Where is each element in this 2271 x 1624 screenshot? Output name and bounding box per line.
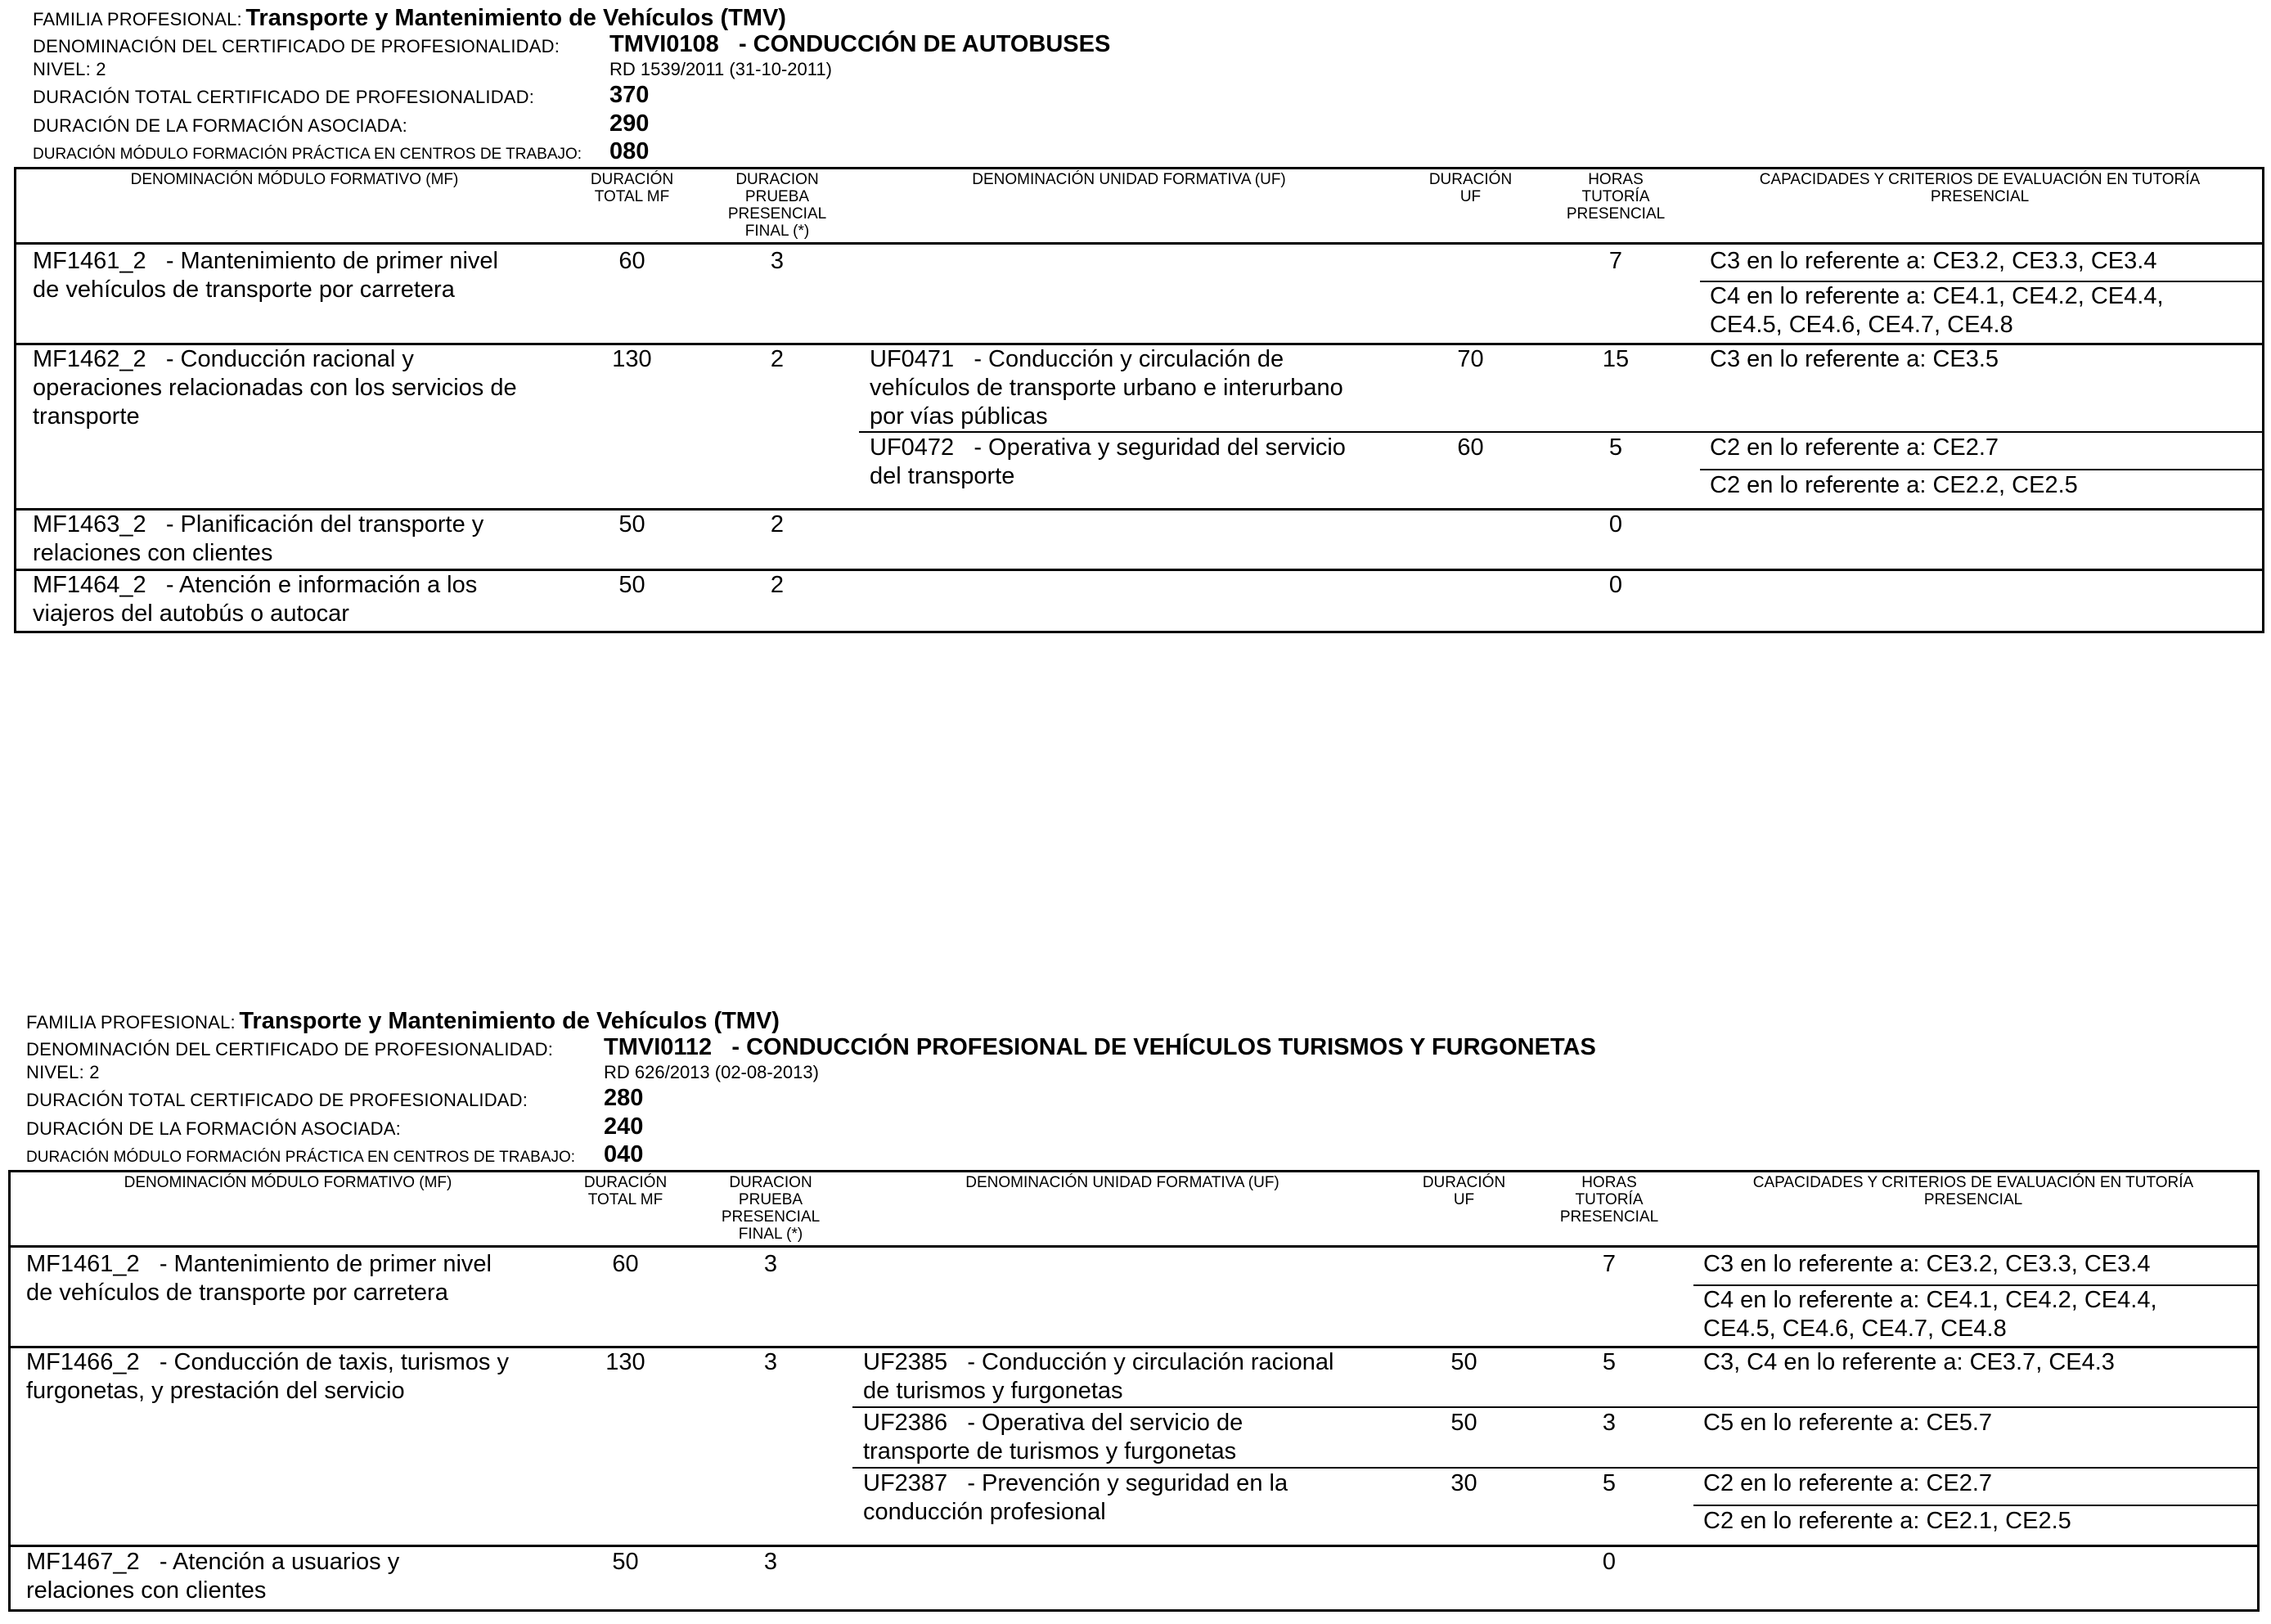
denominacion-label: DENOMINACIÓN DEL CERTIFICADO DE PROFESIONALIDAD: (26, 1039, 554, 1059)
uf-item (870, 434, 1393, 491)
mf-duration: 130 (612, 346, 652, 372)
duracion-formacion-label: DURACIÓN DE LA FORMACIÓN ASOCIADA: (26, 1118, 401, 1139)
header-horas: HORAS TUTORÍA PRESENCIAL (1559, 1174, 1659, 1226)
table-row (33, 247, 573, 304)
uf-name-cont: por vías públicas (870, 403, 1048, 430)
denominacion-label: DENOMINACIÓN DEL CERTIFICADO DE PROFESIONALIDAD: (33, 36, 560, 56)
familia-value: Transporte y Mantenimiento de Vehículos (TMV) (239, 1008, 780, 1034)
prueba-duration: 3 (763, 1251, 778, 1277)
uf-item (863, 1409, 1387, 1466)
uf-name: - Operativa del servicio de (967, 1410, 1243, 1436)
capacidad-text (1703, 1286, 2157, 1343)
cell-divider (1700, 469, 2264, 470)
cell-divider (859, 431, 2264, 433)
table-row (33, 345, 573, 431)
capacidad-text (1710, 282, 2164, 340)
uf-name: - Conducción y circulación de (974, 346, 1284, 372)
table-row (26, 1250, 566, 1307)
prueba-duration: 3 (763, 1349, 778, 1375)
mf-name: - Conducción racional y (165, 346, 414, 372)
capacidad-text: C2 en lo referente a: CE2.2, CE2.5 (1710, 472, 2078, 498)
nivel-label: NIVEL: 2 (26, 1062, 100, 1082)
tutoria-hours: 7 (1602, 1251, 1617, 1277)
certificate-title (604, 1034, 1596, 1061)
uf-name-cont: vehículos de transporte urbano e interurbano (870, 375, 1343, 401)
uf-name: - Prevención y seguridad en la (967, 1470, 1288, 1496)
duracion-formacion-value: 290 (609, 110, 650, 137)
capacidad-line: CE4.5, CE4.6, CE4.7, CE4.8 (1703, 1316, 2007, 1342)
mf-name-cont: de vehículos de transporte por carretera (33, 277, 455, 303)
table-row (33, 511, 573, 568)
uf-name-cont: del transporte (870, 463, 1015, 489)
certificate-code: TMVI0112 (604, 1034, 713, 1060)
header-duracion-mf: DURACIÓN TOTAL MF (583, 1174, 668, 1208)
uf-name-cont: transporte de turismos y furgonetas (863, 1438, 1237, 1464)
certificate-name: - CONDUCCIÓN PROFESIONAL DE VEHÍCULOS TURISMOS Y FURGONETAS (731, 1034, 1596, 1060)
mf-duration: 50 (612, 1549, 639, 1575)
table-row (33, 571, 573, 628)
uf-code: UF0472 (870, 434, 955, 461)
uf-code: UF0471 (870, 346, 955, 372)
header-uf: DENOMINACIÓN UNIDAD FORMATIVA (UF) (972, 171, 1286, 188)
familia-value: Transporte y Mantenimiento de Vehículos (TMV) (245, 5, 786, 31)
header-capacidades: CAPACIDADES Y CRITERIOS DE EVALUACIÓN EN TUTORÍA PRESENCIAL (1752, 1174, 2194, 1208)
header-divider (14, 242, 2264, 245)
mf-duration: 60 (618, 248, 645, 274)
tutoria-hours: 5 (1608, 434, 1623, 461)
tutoria-hours: 0 (1608, 572, 1623, 598)
header-duracion-uf: DURACIÓN UF (1428, 171, 1513, 205)
header-horas: HORAS TUTORÍA PRESENCIAL (1566, 171, 1666, 223)
uf-code: UF2387 (863, 1470, 948, 1496)
certificate-name: - CONDUCCIÓN DE AUTOBUSES (738, 31, 1111, 57)
capacidad-text: C3 en lo referente a: CE3.5 (1710, 346, 1999, 372)
cell-divider (1693, 1505, 2260, 1506)
header-mf: DENOMINACIÓN MÓDULO FORMATIVO (MF) (124, 1174, 452, 1191)
uf-code: UF2385 (863, 1349, 948, 1375)
capacidad-text: C3 en lo referente a: CE3.2, CE3.3, CE3.4 (1710, 248, 2157, 274)
mf-name: - Mantenimiento de primer nivel (165, 248, 498, 274)
mf-name: - Mantenimiento de primer nivel (159, 1251, 492, 1277)
prueba-duration: 2 (770, 346, 785, 372)
mf-name-cont: viajeros del autobús o autocar (33, 601, 349, 627)
mf-code: MF1466_2 (26, 1349, 140, 1375)
tutoria-hours: 5 (1602, 1470, 1617, 1496)
prueba-duration: 3 (763, 1549, 778, 1575)
mf-name: - Atención e información a los (165, 572, 478, 598)
tutoria-hours: 3 (1602, 1410, 1617, 1436)
cell-divider (852, 1467, 2260, 1469)
certificate-block-2 (0, 1008, 2271, 1623)
familia-row (26, 1008, 780, 1035)
uf-duration: 70 (1457, 346, 1484, 372)
uf-duration: 50 (1450, 1410, 1477, 1436)
mf-code: MF1461_2 (33, 248, 146, 274)
prueba-duration: 2 (770, 572, 785, 598)
capacidad-line: CE4.5, CE4.6, CE4.7, CE4.8 (1710, 312, 2013, 338)
duracion-practica-label: DURACIÓN MÓDULO FORMACIÓN PRÁCTICA EN CENTROS DE TRABAJO: (33, 146, 582, 163)
duracion-total-value: 280 (604, 1085, 644, 1111)
capacidad-text: C2 en lo referente a: CE2.7 (1710, 434, 1999, 461)
familia-row (33, 5, 786, 32)
capacidad-line: C4 en lo referente a: CE4.1, CE4.2, CE4.4, (1710, 283, 2164, 309)
duracion-total-value: 370 (609, 82, 650, 108)
header-duracion-uf: DURACIÓN UF (1422, 1174, 1506, 1208)
header-prueba: DURACION PRUEBA PRESENCIAL FINAL (*) (727, 171, 827, 240)
rd-value: RD 1539/2011 (31-10-2011) (609, 59, 832, 79)
row-divider (8, 1545, 2260, 1547)
certificate-code: TMVI0108 (609, 31, 719, 57)
mf-duration: 60 (612, 1251, 639, 1277)
uf-item (863, 1469, 1387, 1527)
capacidad-text: C5 en lo referente a: CE5.7 (1703, 1410, 1993, 1436)
tutoria-hours: 0 (1608, 511, 1623, 538)
duracion-practica-value: 080 (609, 138, 650, 164)
certificate-block-1 (0, 0, 2271, 638)
duracion-total-label: DURACIÓN TOTAL CERTIFICADO DE PROFESIONALIDAD: (26, 1090, 528, 1110)
mf-code: MF1463_2 (33, 511, 146, 538)
mf-name-cont: transporte (33, 403, 140, 430)
uf-duration: 60 (1457, 434, 1484, 461)
header-capacidades: CAPACIDADES Y CRITERIOS DE EVALUACIÓN EN TUTORÍA PRESENCIAL (1759, 171, 2201, 205)
uf-duration: 30 (1450, 1470, 1477, 1496)
mf-code: MF1467_2 (26, 1549, 140, 1575)
uf-item (863, 1348, 1387, 1406)
mf-name-cont: relaciones con clientes (26, 1577, 267, 1604)
capacidad-text: C3, C4 en lo referente a: CE3.7, CE4.3 (1703, 1349, 2115, 1375)
mf-name-cont: operaciones relacionadas con los servicios de (33, 375, 517, 401)
capacidad-text: C2 en lo referente a: CE2.1, CE2.5 (1703, 1508, 2071, 1534)
familia-label: FAMILIA PROFESIONAL: (33, 9, 242, 29)
certificate-title (609, 31, 1110, 58)
mf-code: MF1462_2 (33, 346, 146, 372)
prueba-duration: 2 (770, 511, 785, 538)
capacidad-text: C3 en lo referente a: CE3.2, CE3.3, CE3.4 (1703, 1251, 2151, 1277)
uf-name: - Operativa y seguridad del servicio (974, 434, 1346, 461)
tutoria-hours: 15 (1602, 346, 1630, 372)
cell-divider (852, 1406, 2260, 1408)
mf-duration: 50 (618, 572, 645, 598)
header-prueba: DURACION PRUEBA PRESENCIAL FINAL (*) (721, 1174, 821, 1243)
header-uf: DENOMINACIÓN UNIDAD FORMATIVA (UF) (965, 1174, 1279, 1191)
tutoria-hours: 0 (1602, 1549, 1617, 1575)
table-row (26, 1548, 566, 1605)
mf-name-cont: relaciones con clientes (33, 540, 273, 566)
table-row (26, 1348, 566, 1406)
uf-item (870, 345, 1393, 431)
header-divider (8, 1245, 2260, 1248)
capacidad-text: C2 en lo referente a: CE2.7 (1703, 1470, 1993, 1496)
uf-name-cont: conducción profesional (863, 1499, 1106, 1525)
duracion-practica-label: DURACIÓN MÓDULO FORMACIÓN PRÁCTICA EN CENTROS DE TRABAJO: (26, 1149, 576, 1166)
uf-code: UF2386 (863, 1410, 948, 1436)
uf-name: - Conducción y circulación racional (967, 1349, 1334, 1375)
header-duracion-mf: DURACIÓN TOTAL MF (590, 171, 674, 205)
prueba-duration: 3 (770, 248, 785, 274)
duracion-formacion-label: DURACIÓN DE LA FORMACIÓN ASOCIADA: (33, 115, 407, 136)
mf-name: - Planificación del transporte y (165, 511, 484, 538)
mf-name: - Conducción de taxis, turismos y (159, 1349, 509, 1375)
mf-name-cont: de vehículos de transporte por carretera (26, 1280, 448, 1306)
uf-duration: 50 (1450, 1349, 1477, 1375)
familia-label: FAMILIA PROFESIONAL: (26, 1012, 236, 1032)
nivel-label: NIVEL: 2 (33, 59, 106, 79)
tutoria-hours: 5 (1602, 1349, 1617, 1375)
mf-duration: 50 (618, 511, 645, 538)
duracion-total-label: DURACIÓN TOTAL CERTIFICADO DE PROFESIONALIDAD: (33, 87, 535, 107)
rd-value: RD 626/2013 (02-08-2013) (604, 1062, 819, 1082)
duracion-practica-value: 040 (604, 1141, 644, 1167)
tutoria-hours: 7 (1608, 248, 1623, 274)
uf-name-cont: de turismos y furgonetas (863, 1378, 1123, 1404)
mf-name: - Atención a usuarios y (159, 1549, 400, 1575)
header-mf: DENOMINACIÓN MÓDULO FORMATIVO (MF) (130, 171, 459, 188)
capacidad-line: C4 en lo referente a: CE4.1, CE4.2, CE4.4, (1703, 1287, 2157, 1313)
duracion-formacion-value: 240 (604, 1113, 644, 1140)
mf-name-cont: furgonetas, y prestación del servicio (26, 1378, 405, 1404)
mf-code: MF1464_2 (33, 572, 146, 598)
mf-code: MF1461_2 (26, 1251, 140, 1277)
mf-duration: 130 (605, 1349, 645, 1375)
